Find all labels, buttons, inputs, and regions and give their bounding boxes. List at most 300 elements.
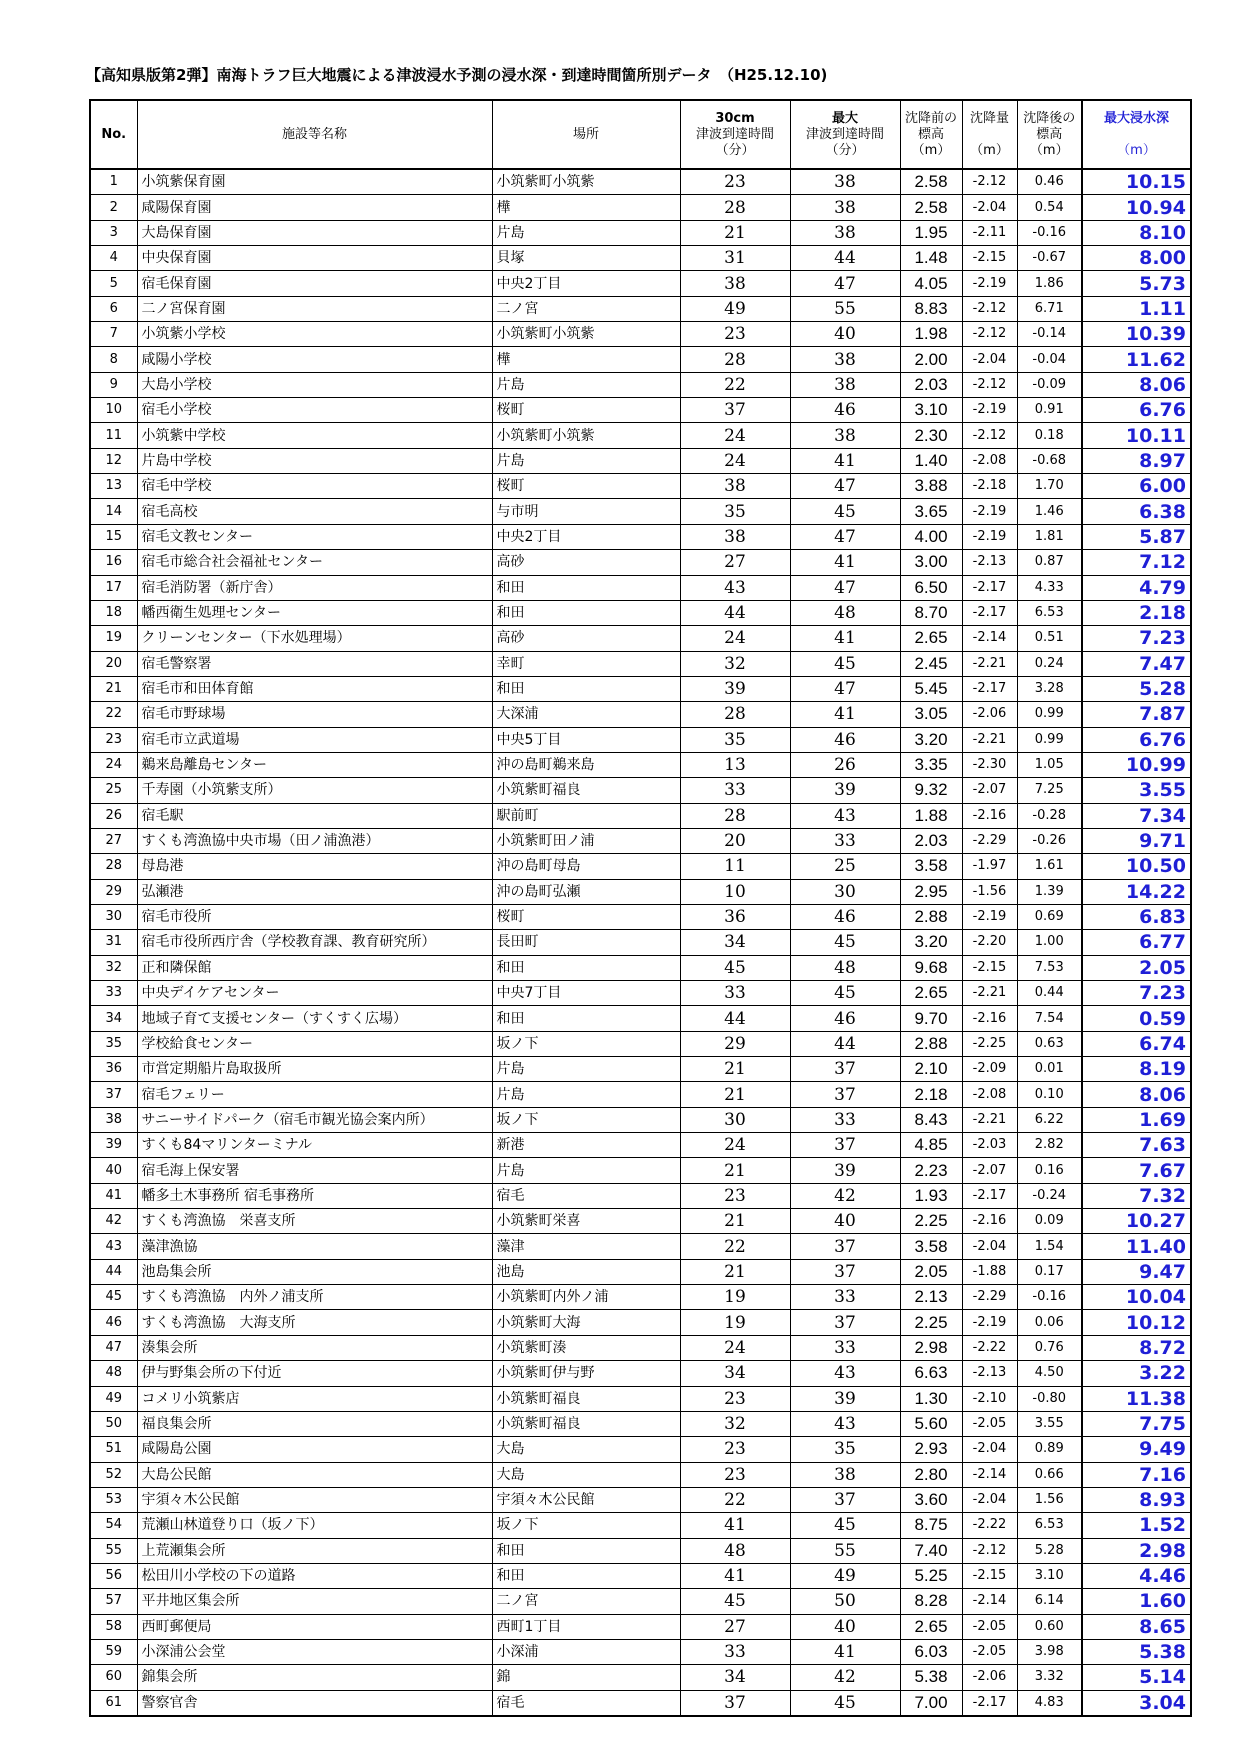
row-max-depth: 4.46 [1082, 1563, 1191, 1588]
table-row [90, 955, 1191, 980]
row-arrival-30cm: 21 [680, 1158, 790, 1183]
table-row [90, 1386, 1191, 1411]
table-row [90, 169, 1191, 195]
table-row [90, 550, 1191, 575]
row-place: 沖の島町弘瀬 [492, 879, 680, 904]
row-arrival-30cm: 34 [680, 1665, 790, 1690]
row-no: 5 [90, 271, 137, 296]
row-elevation-after: 0.44 [1017, 981, 1082, 1006]
row-max-depth: 6.38 [1082, 499, 1191, 524]
row-arrival-30cm: 23 [680, 1437, 790, 1462]
row-arrival-max: 48 [790, 955, 900, 980]
row-facility-name: 湊集会所 [137, 1335, 492, 1360]
table-row [90, 1563, 1191, 1588]
row-no: 7 [90, 322, 137, 347]
row-arrival-max: 39 [790, 778, 900, 803]
row-elevation-before: 4.05 [900, 271, 962, 296]
row-arrival-max: 41 [790, 626, 900, 651]
row-max-depth: 1.11 [1082, 296, 1191, 321]
row-elevation-before: 2.03 [900, 828, 962, 853]
row-no: 49 [90, 1386, 137, 1411]
row-facility-name: 宿毛中学校 [137, 474, 492, 499]
row-max-depth: 1.69 [1082, 1107, 1191, 1132]
row-arrival-max: 38 [790, 169, 900, 195]
row-elevation-before: 5.60 [900, 1411, 962, 1436]
row-max-depth: 7.32 [1082, 1183, 1191, 1208]
row-place: 小筑紫町田ノ浦 [492, 828, 680, 853]
table-row [90, 626, 1191, 651]
table-row [90, 1538, 1191, 1563]
row-no: 60 [90, 1665, 137, 1690]
row-elevation-after: 0.51 [1017, 626, 1082, 651]
table-row [90, 322, 1191, 347]
row-max-depth: 6.83 [1082, 904, 1191, 929]
row-elevation-before: 1.95 [900, 220, 962, 245]
row-max-depth: 10.50 [1082, 854, 1191, 879]
row-elevation-after: 1.00 [1017, 930, 1082, 955]
row-max-depth: 8.93 [1082, 1487, 1191, 1512]
row-place: 和田 [492, 955, 680, 980]
row-facility-name: 宿毛保育園 [137, 271, 492, 296]
table-row [90, 1690, 1191, 1716]
table-row [90, 195, 1191, 220]
table-row [90, 1183, 1191, 1208]
row-elevation-after: 6.71 [1017, 296, 1082, 321]
row-elevation-after: 3.55 [1017, 1411, 1082, 1436]
row-elevation-after: 0.24 [1017, 651, 1082, 676]
row-place: 新港 [492, 1133, 680, 1158]
table-row [90, 1665, 1191, 1690]
row-subsidence: -2.21 [962, 727, 1017, 752]
row-elevation-after: 0.99 [1017, 702, 1082, 727]
row-facility-name: 中央デイケアセンター [137, 981, 492, 1006]
row-arrival-max: 49 [790, 1563, 900, 1588]
row-elevation-after: 6.53 [1017, 1513, 1082, 1538]
row-no: 13 [90, 474, 137, 499]
row-arrival-max: 37 [790, 1259, 900, 1284]
row-arrival-30cm: 20 [680, 828, 790, 853]
row-arrival-max: 38 [790, 220, 900, 245]
row-elevation-after: 7.53 [1017, 955, 1082, 980]
row-max-depth: 8.97 [1082, 448, 1191, 473]
row-no: 15 [90, 524, 137, 549]
table-row [90, 930, 1191, 955]
row-elevation-before: 7.00 [900, 1690, 962, 1716]
row-place: 小筑紫町福良 [492, 778, 680, 803]
table-row [90, 778, 1191, 803]
row-max-depth: 7.23 [1082, 981, 1191, 1006]
row-elevation-after: 0.89 [1017, 1437, 1082, 1462]
row-arrival-max: 46 [790, 727, 900, 752]
row-facility-name: クリーンセンター（下水処理場） [137, 626, 492, 651]
row-place: 長田町 [492, 930, 680, 955]
row-facility-name: 錦集会所 [137, 1665, 492, 1690]
row-elevation-after: 2.82 [1017, 1133, 1082, 1158]
row-subsidence: -2.04 [962, 1487, 1017, 1512]
row-subsidence: -2.10 [962, 1386, 1017, 1411]
row-max-depth: 7.34 [1082, 803, 1191, 828]
row-subsidence: -2.05 [962, 1639, 1017, 1664]
row-arrival-max: 38 [790, 195, 900, 220]
row-max-depth: 6.00 [1082, 474, 1191, 499]
row-no: 18 [90, 600, 137, 625]
table-row [90, 702, 1191, 727]
row-arrival-max: 33 [790, 1335, 900, 1360]
row-facility-name: 大島保育園 [137, 220, 492, 245]
row-elevation-before: 2.98 [900, 1335, 962, 1360]
row-arrival-30cm: 22 [680, 372, 790, 397]
row-arrival-max: 37 [790, 1487, 900, 1512]
row-subsidence: -2.21 [962, 981, 1017, 1006]
row-facility-name: すくも湾漁協 大海支所 [137, 1310, 492, 1335]
row-max-depth: 5.28 [1082, 676, 1191, 701]
row-max-depth: 1.52 [1082, 1513, 1191, 1538]
row-elevation-before: 2.25 [900, 1209, 962, 1234]
row-max-depth: 1.60 [1082, 1589, 1191, 1614]
row-max-depth: 7.87 [1082, 702, 1191, 727]
row-max-depth: 10.94 [1082, 195, 1191, 220]
row-facility-name: 小深浦公会堂 [137, 1639, 492, 1664]
row-elevation-before: 3.10 [900, 398, 962, 423]
row-arrival-30cm: 23 [680, 169, 790, 195]
row-elevation-before: 2.58 [900, 195, 962, 220]
row-elevation-after: 3.10 [1017, 1563, 1082, 1588]
row-subsidence: -2.21 [962, 651, 1017, 676]
row-max-depth: 11.40 [1082, 1234, 1191, 1259]
row-facility-name: 片島中学校 [137, 448, 492, 473]
row-facility-name: 松田川小学校の下の道路 [137, 1563, 492, 1588]
table-row [90, 1589, 1191, 1614]
row-facility-name: 宿毛市野球場 [137, 702, 492, 727]
row-facility-name: コメリ小筑紫店 [137, 1386, 492, 1411]
row-max-depth: 3.55 [1082, 778, 1191, 803]
row-subsidence: -1.56 [962, 879, 1017, 904]
row-arrival-30cm: 31 [680, 246, 790, 271]
row-place: 坂ノ下 [492, 1513, 680, 1538]
row-elevation-before: 2.80 [900, 1462, 962, 1487]
row-no: 33 [90, 981, 137, 1006]
row-arrival-30cm: 32 [680, 651, 790, 676]
row-arrival-30cm: 38 [680, 474, 790, 499]
row-place: 錦 [492, 1665, 680, 1690]
row-place: 高砂 [492, 626, 680, 651]
row-subsidence: -2.04 [962, 347, 1017, 372]
row-arrival-30cm: 22 [680, 1234, 790, 1259]
header-elev-before [900, 100, 962, 169]
row-place: 和田 [492, 1563, 680, 1588]
row-no: 50 [90, 1411, 137, 1436]
row-no: 35 [90, 1031, 137, 1056]
table-row [90, 347, 1191, 372]
row-elevation-after: -0.04 [1017, 347, 1082, 372]
row-arrival-max: 55 [790, 296, 900, 321]
row-place: 高砂 [492, 550, 680, 575]
row-facility-name: 鵜来島離島センター [137, 752, 492, 777]
row-place: 片島 [492, 1057, 680, 1082]
row-elevation-before: 2.13 [900, 1285, 962, 1310]
row-elevation-before: 9.68 [900, 955, 962, 980]
row-arrival-30cm: 43 [680, 575, 790, 600]
row-elevation-before: 2.65 [900, 1614, 962, 1639]
row-facility-name: 咸陽保育園 [137, 195, 492, 220]
row-elevation-before: 9.32 [900, 778, 962, 803]
row-arrival-30cm: 24 [680, 423, 790, 448]
row-arrival-30cm: 38 [680, 271, 790, 296]
row-facility-name: 平井地区集会所 [137, 1589, 492, 1614]
table-row [90, 271, 1191, 296]
table-row [90, 423, 1191, 448]
row-facility-name: 中央保育園 [137, 246, 492, 271]
row-facility-name: すくも84マリンターミナル [137, 1133, 492, 1158]
row-no: 32 [90, 955, 137, 980]
row-place: 片島 [492, 372, 680, 397]
row-facility-name: 宿毛フェリー [137, 1082, 492, 1107]
row-arrival-max: 45 [790, 499, 900, 524]
row-arrival-max: 33 [790, 828, 900, 853]
row-max-depth: 8.06 [1082, 1082, 1191, 1107]
row-place: 小深浦 [492, 1639, 680, 1664]
row-facility-name: 伊与野集会所の下付近 [137, 1361, 492, 1386]
row-place: 沖の島町母島 [492, 854, 680, 879]
row-elevation-after: 1.70 [1017, 474, 1082, 499]
row-max-depth: 5.38 [1082, 1639, 1191, 1664]
row-subsidence: -2.15 [962, 955, 1017, 980]
table-row [90, 1082, 1191, 1107]
row-arrival-30cm: 19 [680, 1310, 790, 1335]
row-facility-name: 小筑紫中学校 [137, 423, 492, 448]
row-arrival-30cm: 44 [680, 600, 790, 625]
row-subsidence: -2.17 [962, 575, 1017, 600]
row-arrival-max: 50 [790, 1589, 900, 1614]
table-row [90, 1310, 1191, 1335]
row-facility-name: 福良集会所 [137, 1411, 492, 1436]
header-elev-after-line1: 沈降後の [1023, 110, 1076, 126]
row-elevation-before: 3.58 [900, 854, 962, 879]
header-elev-before-line2: 標高 [917, 126, 944, 142]
row-place: 小筑紫町小筑紫 [492, 423, 680, 448]
row-place: 宿毛 [492, 1690, 680, 1716]
row-elevation-before: 2.05 [900, 1259, 962, 1284]
row-elevation-before: 2.45 [900, 651, 962, 676]
header-subsidence-line1: 沈降量 [969, 110, 1009, 126]
row-max-depth: 7.12 [1082, 550, 1191, 575]
row-no: 47 [90, 1335, 137, 1360]
row-arrival-30cm: 23 [680, 1462, 790, 1487]
row-facility-name: 宿毛市和田体育館 [137, 676, 492, 701]
row-subsidence: -2.19 [962, 904, 1017, 929]
table-row [90, 1006, 1191, 1031]
row-subsidence: -2.04 [962, 195, 1017, 220]
header-t30-line2: 津波到達時間 [695, 126, 774, 142]
row-elevation-after: -0.26 [1017, 828, 1082, 853]
table-row [90, 1031, 1191, 1056]
row-place: 小筑紫町福良 [492, 1386, 680, 1411]
table-row [90, 904, 1191, 929]
row-elevation-before: 4.85 [900, 1133, 962, 1158]
table-row [90, 1487, 1191, 1512]
row-place: 幸町 [492, 651, 680, 676]
row-place: 和田 [492, 1538, 680, 1563]
row-elevation-before: 2.25 [900, 1310, 962, 1335]
row-arrival-30cm: 28 [680, 195, 790, 220]
row-max-depth: 10.39 [1082, 322, 1191, 347]
row-elevation-after: 1.46 [1017, 499, 1082, 524]
row-subsidence: -2.13 [962, 1361, 1017, 1386]
row-elevation-after: 4.50 [1017, 1361, 1082, 1386]
table-row [90, 524, 1191, 549]
row-elevation-after: -0.16 [1017, 220, 1082, 245]
row-arrival-30cm: 23 [680, 1183, 790, 1208]
row-arrival-30cm: 48 [680, 1538, 790, 1563]
row-max-depth: 8.00 [1082, 246, 1191, 271]
row-facility-name: 正和隣保館 [137, 955, 492, 980]
row-place: 小筑紫町伊与野 [492, 1361, 680, 1386]
row-max-depth: 8.65 [1082, 1614, 1191, 1639]
row-arrival-max: 47 [790, 524, 900, 549]
row-arrival-max: 38 [790, 423, 900, 448]
row-no: 17 [90, 575, 137, 600]
row-elevation-before: 2.10 [900, 1057, 962, 1082]
row-arrival-30cm: 38 [680, 524, 790, 549]
row-max-depth: 6.76 [1082, 727, 1191, 752]
row-arrival-max: 30 [790, 879, 900, 904]
row-arrival-max: 37 [790, 1133, 900, 1158]
row-no: 30 [90, 904, 137, 929]
row-facility-name: 警察官舎 [137, 1690, 492, 1716]
row-subsidence: -2.12 [962, 1538, 1017, 1563]
row-max-depth: 5.87 [1082, 524, 1191, 549]
row-elevation-before: 2.88 [900, 904, 962, 929]
row-arrival-max: 47 [790, 676, 900, 701]
row-subsidence: -2.18 [962, 474, 1017, 499]
row-facility-name: 宇須々木公民館 [137, 1487, 492, 1512]
row-subsidence: -2.14 [962, 1589, 1017, 1614]
row-facility-name: 宿毛文教センター [137, 524, 492, 549]
row-no: 3 [90, 220, 137, 245]
row-arrival-30cm: 34 [680, 1361, 790, 1386]
row-no: 27 [90, 828, 137, 853]
row-arrival-30cm: 21 [680, 1057, 790, 1082]
row-elevation-before: 2.95 [900, 879, 962, 904]
row-arrival-30cm: 23 [680, 1386, 790, 1411]
row-place: 藻津 [492, 1234, 680, 1259]
row-no: 28 [90, 854, 137, 879]
row-elevation-after: 3.98 [1017, 1639, 1082, 1664]
row-elevation-before: 2.30 [900, 423, 962, 448]
row-subsidence: -2.22 [962, 1335, 1017, 1360]
row-elevation-before: 6.03 [900, 1639, 962, 1664]
row-arrival-30cm: 41 [680, 1563, 790, 1588]
row-place: 小筑紫町湊 [492, 1335, 680, 1360]
table-row [90, 1234, 1191, 1259]
row-max-depth: 2.18 [1082, 600, 1191, 625]
row-max-depth: 7.75 [1082, 1411, 1191, 1436]
row-elevation-after: 0.18 [1017, 423, 1082, 448]
row-arrival-30cm: 45 [680, 955, 790, 980]
row-arrival-30cm: 27 [680, 1614, 790, 1639]
row-arrival-max: 45 [790, 981, 900, 1006]
row-place: 池島 [492, 1259, 680, 1284]
row-elevation-after: 1.81 [1017, 524, 1082, 549]
row-elevation-before: 5.38 [900, 1665, 962, 1690]
row-place: 小筑紫町福良 [492, 1411, 680, 1436]
row-elevation-after: 0.01 [1017, 1057, 1082, 1082]
row-place: 桜町 [492, 904, 680, 929]
row-place: 宇須々木公民館 [492, 1487, 680, 1512]
row-elevation-before: 2.65 [900, 626, 962, 651]
row-place: 小筑紫町内外ノ浦 [492, 1285, 680, 1310]
row-place: 桜町 [492, 474, 680, 499]
row-arrival-max: 35 [790, 1437, 900, 1462]
row-elevation-before: 8.28 [900, 1589, 962, 1614]
row-subsidence: -2.20 [962, 930, 1017, 955]
row-place: 駅前町 [492, 803, 680, 828]
row-elevation-after: 6.53 [1017, 600, 1082, 625]
row-arrival-max: 45 [790, 1690, 900, 1716]
row-subsidence: -2.04 [962, 1234, 1017, 1259]
row-max-depth: 6.76 [1082, 398, 1191, 423]
row-no: 1 [90, 169, 137, 195]
row-facility-name: 大島公民館 [137, 1462, 492, 1487]
row-no: 43 [90, 1234, 137, 1259]
row-place: 大島 [492, 1437, 680, 1462]
row-max-depth: 7.67 [1082, 1158, 1191, 1183]
row-elevation-before: 8.43 [900, 1107, 962, 1132]
row-subsidence: -2.19 [962, 1310, 1017, 1335]
row-max-depth: 14.22 [1082, 879, 1191, 904]
row-max-depth: 6.77 [1082, 930, 1191, 955]
row-arrival-30cm: 35 [680, 499, 790, 524]
row-arrival-30cm: 44 [680, 1006, 790, 1031]
row-subsidence: -2.17 [962, 600, 1017, 625]
row-elevation-after: 0.46 [1017, 169, 1082, 195]
row-arrival-max: 39 [790, 1386, 900, 1411]
row-facility-name: 上荒瀬集会所 [137, 1538, 492, 1563]
row-arrival-30cm: 27 [680, 550, 790, 575]
table-row [90, 1614, 1191, 1639]
row-arrival-max: 47 [790, 575, 900, 600]
header-tmax-line1: 最大 [831, 110, 858, 126]
row-arrival-30cm: 28 [680, 347, 790, 372]
header-elev-after [1017, 100, 1082, 169]
row-arrival-max: 38 [790, 372, 900, 397]
row-elevation-after: 0.87 [1017, 550, 1082, 575]
row-subsidence: -2.06 [962, 1665, 1017, 1690]
row-subsidence: -2.14 [962, 1462, 1017, 1487]
row-elevation-before: 3.05 [900, 702, 962, 727]
row-facility-name: 学校給食センター [137, 1031, 492, 1056]
table-row [90, 246, 1191, 271]
header-t30-unit: （分） [715, 142, 755, 158]
row-subsidence: -2.22 [962, 1513, 1017, 1538]
row-arrival-30cm: 22 [680, 1487, 790, 1512]
row-arrival-max: 38 [790, 1462, 900, 1487]
row-subsidence: -2.11 [962, 220, 1017, 245]
header-subsidence [962, 100, 1017, 169]
row-facility-name: サニーサイドパーク（宿毛市観光協会案内所） [137, 1107, 492, 1132]
row-no: 12 [90, 448, 137, 473]
row-elevation-after: 0.16 [1017, 1158, 1082, 1183]
row-elevation-after: 3.28 [1017, 676, 1082, 701]
row-no: 37 [90, 1082, 137, 1107]
table-row [90, 1133, 1191, 1158]
row-facility-name: 宿毛海上保安署 [137, 1158, 492, 1183]
row-no: 44 [90, 1259, 137, 1284]
row-arrival-max: 26 [790, 752, 900, 777]
row-elevation-before: 1.40 [900, 448, 962, 473]
row-no: 23 [90, 727, 137, 752]
table-row [90, 600, 1191, 625]
